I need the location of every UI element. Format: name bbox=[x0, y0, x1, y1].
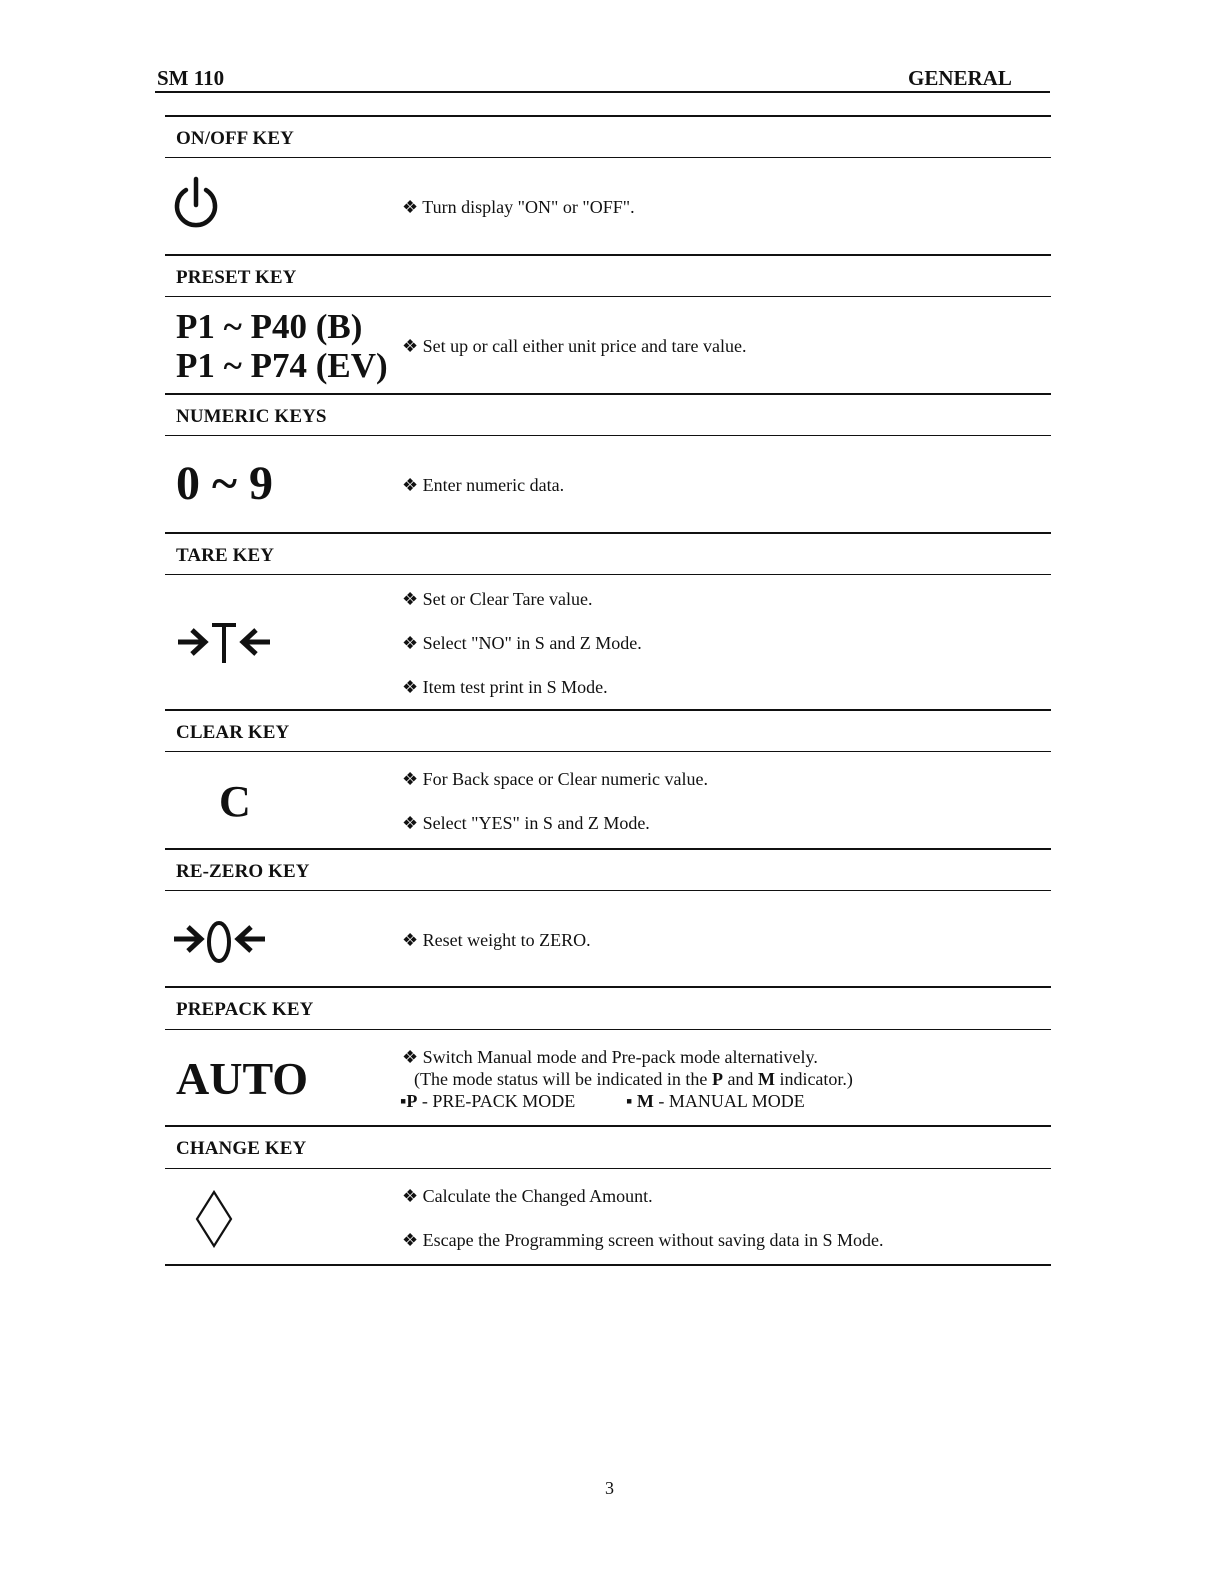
section-rule bbox=[165, 1029, 1051, 1030]
section-rule bbox=[165, 296, 1051, 297]
note-p-indicator: P bbox=[711, 1069, 723, 1089]
section-rule bbox=[165, 157, 1051, 158]
desc-tare-1: ❖ Set or Clear Tare value. bbox=[402, 589, 593, 609]
section-rule bbox=[165, 254, 1051, 256]
desc-numeric-1: ❖ Enter numeric data. bbox=[402, 475, 565, 495]
clear-key-label: C bbox=[219, 777, 251, 826]
header-model: SM 110 bbox=[157, 66, 225, 90]
desc-preset-1: ❖ Set up or call either unit price and tare value. bbox=[402, 336, 747, 356]
section-rule bbox=[165, 574, 1051, 575]
note-text-post: indicator.) bbox=[774, 1069, 853, 1089]
section-rule bbox=[165, 435, 1051, 436]
desc-change-2: ❖ Escape the Programming screen without saving data in S Mode. bbox=[402, 1230, 884, 1250]
mode-p-text: - PRE-PACK MODE bbox=[417, 1091, 576, 1111]
section-rule bbox=[165, 115, 1051, 117]
section-title-onoff: ON/OFF KEY bbox=[176, 128, 294, 149]
section-rule bbox=[165, 890, 1051, 891]
note-text-pre: (The mode status will be indicated in the bbox=[414, 1069, 712, 1089]
mode-p-line bbox=[400, 1090, 575, 1112]
desc-clear-1: ❖ For Back space or Clear numeric value. bbox=[402, 769, 709, 789]
section-rule bbox=[165, 751, 1051, 752]
desc-change-1: ❖ Calculate the Changed Amount. bbox=[402, 1186, 653, 1206]
mode-p-label: ▪P bbox=[400, 1091, 418, 1111]
section-title-numeric: NUMERIC KEYS bbox=[176, 406, 327, 427]
desc-prepack-note bbox=[414, 1068, 853, 1090]
section-rule bbox=[165, 1264, 1051, 1266]
section-rule bbox=[165, 848, 1051, 850]
section-rule bbox=[165, 986, 1051, 988]
power-icon bbox=[170, 176, 222, 232]
diamond-icon bbox=[194, 1190, 234, 1248]
section-rule bbox=[165, 1168, 1051, 1169]
section-title-change: CHANGE KEY bbox=[176, 1138, 307, 1159]
desc-tare-3: ❖ Item test print in S Mode. bbox=[402, 677, 608, 697]
preset-key-label-b: P1 ~ P40 (B) bbox=[176, 307, 363, 346]
section-rule bbox=[165, 709, 1051, 711]
prepack-key-label: AUTO bbox=[176, 1053, 309, 1104]
tare-arrows-icon bbox=[176, 620, 272, 666]
header-section: GENERAL bbox=[908, 66, 1012, 90]
section-title-rezero: RE-ZERO KEY bbox=[176, 861, 310, 882]
section-title-tare: TARE KEY bbox=[176, 545, 275, 566]
note-m-indicator: M bbox=[757, 1069, 775, 1089]
preset-key-label-ev: P1 ~ P74 (EV) bbox=[176, 346, 388, 385]
page-number: 3 bbox=[605, 1478, 614, 1498]
header-rule bbox=[155, 91, 1050, 93]
mode-m-line bbox=[626, 1090, 805, 1112]
section-title-prepack: PREPACK KEY bbox=[176, 999, 314, 1020]
note-text-and: and bbox=[722, 1069, 758, 1089]
section-title-preset: PRESET KEY bbox=[176, 267, 297, 288]
desc-tare-2: ❖ Select "NO" in S and Z Mode. bbox=[402, 633, 642, 653]
section-rule bbox=[165, 532, 1051, 534]
zero-arrows-icon bbox=[172, 916, 268, 966]
section-title-clear: CLEAR KEY bbox=[176, 722, 290, 743]
desc-prepack-1: ❖ Switch Manual mode and Pre-pack mode alternatively. bbox=[402, 1047, 818, 1067]
section-rule bbox=[165, 393, 1051, 395]
desc-rezero-1: ❖ Reset weight to ZERO. bbox=[402, 930, 591, 950]
desc-onoff-1: ❖ Turn display "ON" or "OFF". bbox=[402, 197, 635, 217]
mode-m-label: ▪ M bbox=[626, 1091, 654, 1111]
mode-m-text: - MANUAL MODE bbox=[653, 1091, 805, 1111]
desc-clear-2: ❖ Select "YES" in S and Z Mode. bbox=[402, 813, 650, 833]
numeric-key-label: 0 ~ 9 bbox=[176, 457, 273, 510]
section-rule bbox=[165, 1125, 1051, 1127]
